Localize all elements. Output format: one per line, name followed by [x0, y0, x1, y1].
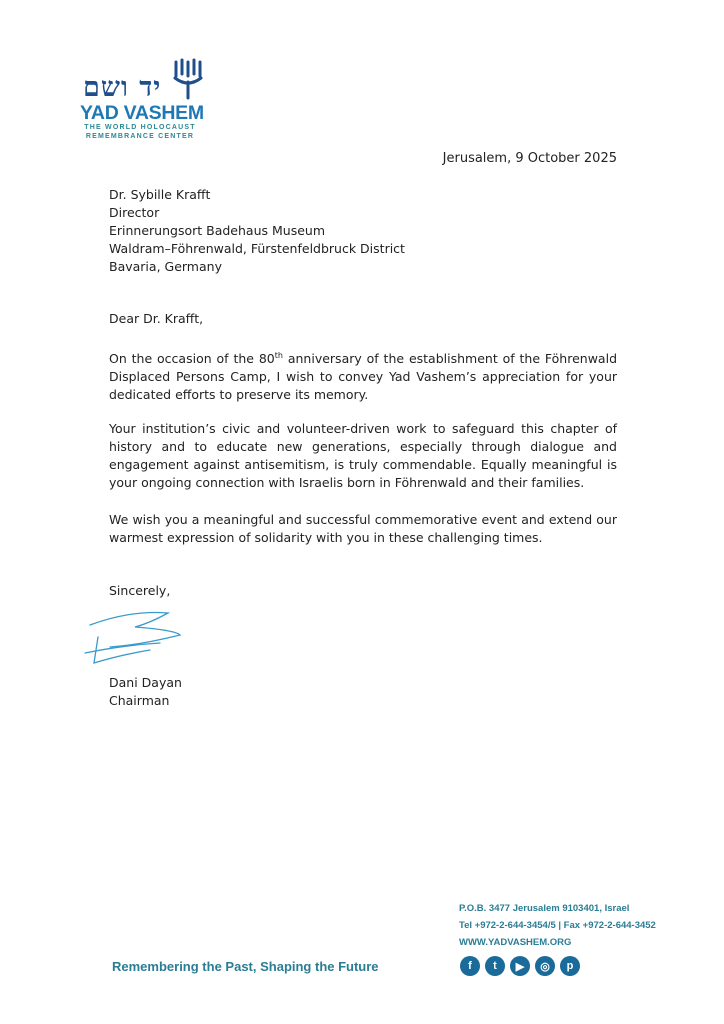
- logo-subtitle-1: THE WORLD HOLOCAUST: [84, 124, 196, 131]
- letter-date: Jerusalem, 9 October 2025: [442, 151, 617, 166]
- salutation: Dear Dr. Krafft,: [109, 311, 204, 326]
- twitter-icon[interactable]: t: [485, 956, 505, 976]
- paragraph-3: We wish you a meaningful and successful commemorative event and extend our warmest expression of solidarity with you in these challenging times.: [109, 512, 617, 545]
- logo-subtitle-2: REMEMBRANCE CENTER: [85, 133, 195, 140]
- footer-website[interactable]: WWW.YADVASHEM.ORG: [459, 937, 572, 948]
- recipient-title: Director: [109, 205, 160, 220]
- recipient-address: [109, 186, 405, 276]
- paragraph-2: Your institution’s civic and volunteer-driven work to safeguard this chapter of history and to educate new generations, especially through dialogue and engagement against antisemitism, is truly commendable. Equally meaningful is your ongoing connection with Israelis born in Föhrenwald and their families.: [109, 421, 617, 490]
- logo-name: YAD VASHEM: [80, 102, 204, 124]
- menorah-icon: [172, 58, 204, 100]
- signature-image: [80, 605, 190, 670]
- instagram-icon[interactable]: ◎: [535, 956, 555, 976]
- ordinal-superscript: th: [274, 351, 283, 360]
- footer-contact: [459, 900, 656, 951]
- facebook-icon[interactable]: f: [460, 956, 480, 976]
- logo-hebrew-text: יד ושם: [83, 72, 162, 103]
- pinterest-icon[interactable]: p: [560, 956, 580, 976]
- footer-tagline: Remembering the Past, Shaping the Future: [112, 959, 379, 974]
- recipient-organization: Erinnerungsort Badehaus Museum: [109, 223, 325, 238]
- yad-vashem-logo: [80, 58, 205, 141]
- closing: Sincerely,: [109, 583, 171, 598]
- footer-address: P.O.B. 3477 Jerusalem 9103401, Israel: [459, 903, 630, 914]
- paragraph-1: [109, 347, 617, 404]
- youtube-icon[interactable]: ▶: [510, 956, 530, 976]
- signer-name: Dani Dayan: [109, 675, 182, 690]
- recipient-location: Waldram–Föhrenwald, Fürstenfeldbruck District: [109, 241, 405, 256]
- signer-title: Chairman: [109, 693, 170, 708]
- recipient-name: Dr. Sybille Krafft: [109, 187, 211, 202]
- signer-block: [109, 674, 182, 710]
- paragraph-1-start: On the occasion of the 80: [109, 351, 275, 367]
- footer-phone-fax: Tel +972-2-644-3454/5 | Fax +972-2-644-3452: [459, 920, 656, 931]
- social-icons: [460, 956, 580, 976]
- paragraph-1-end: anniversary of the establishment of the Föhrenwald Displaced Persons Camp, I wish to convey Yad Vashem’s appreciation for your dedicated efforts to preserve its memory.: [109, 351, 617, 403]
- recipient-region: Bavaria, Germany: [109, 259, 222, 274]
